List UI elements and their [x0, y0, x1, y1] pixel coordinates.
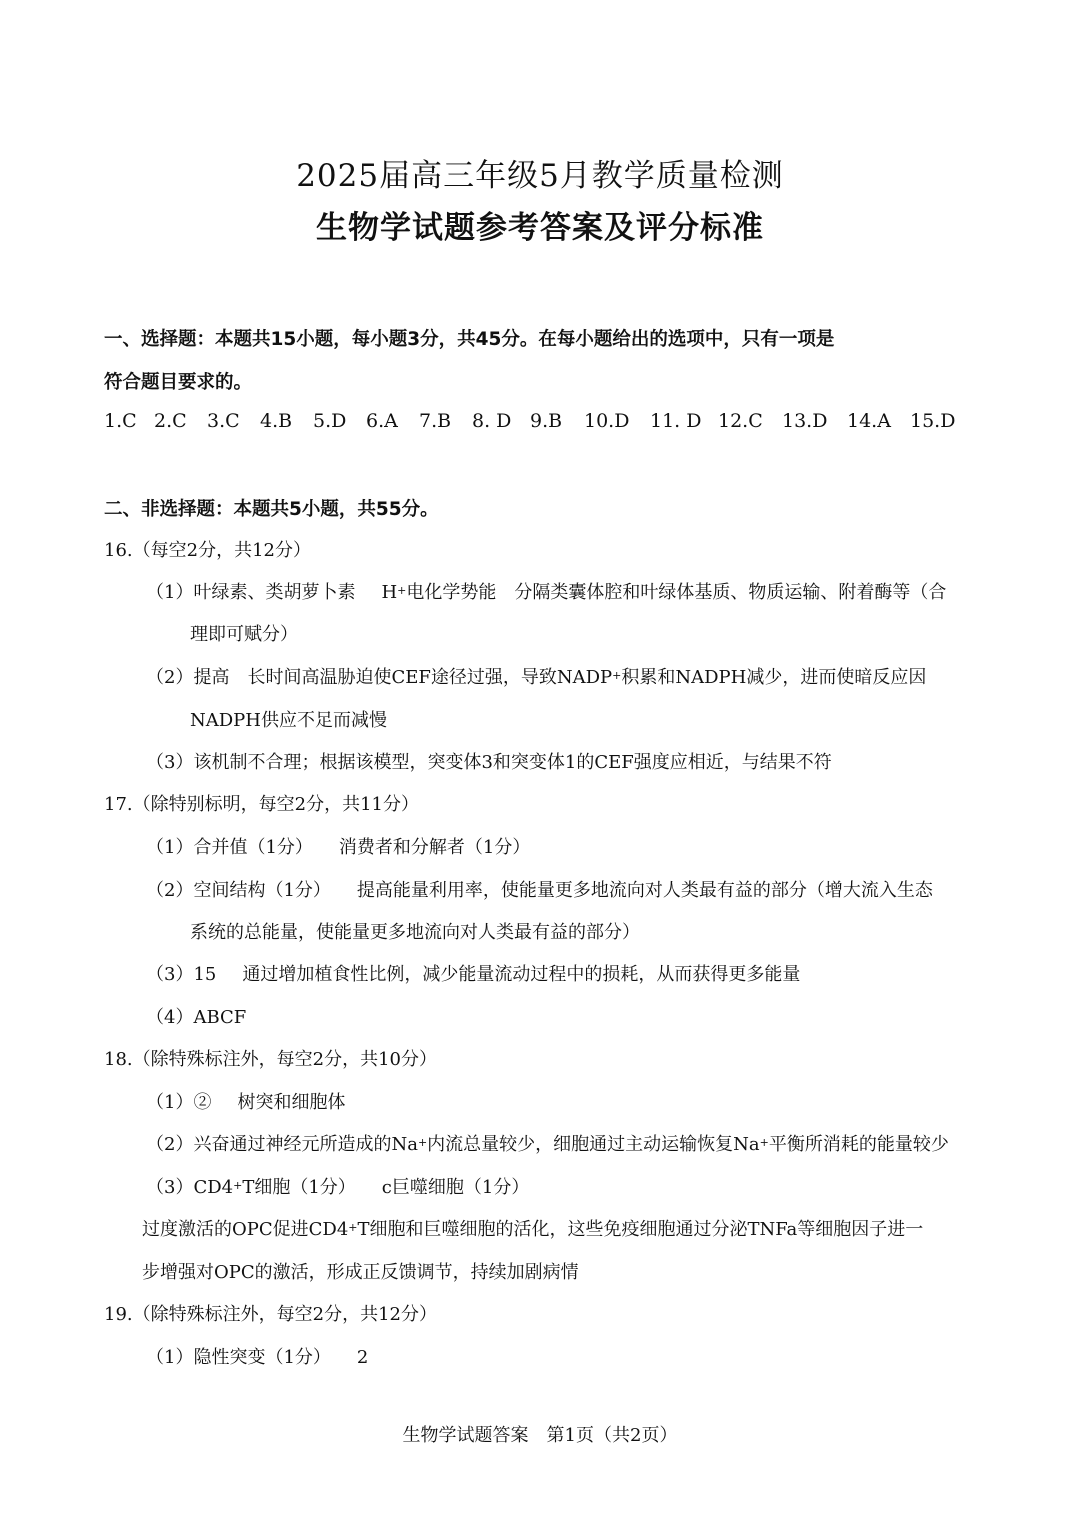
answer-text: 平衡所消耗的能量较少 — [768, 1134, 949, 1155]
answer-text: 分隔类囊体腔和叶绿体基质、物质运输、附着酶等（合 — [514, 582, 947, 603]
part-label: （2） — [146, 1134, 194, 1155]
q16-part2 — [146, 665, 926, 691]
section1-heading — [104, 318, 984, 404]
answer-text: 电化学势能 — [406, 582, 497, 603]
exam-title: 2025届高三年级5月教学质量检测 — [296, 158, 784, 194]
mcq-answer: 2.C — [154, 410, 187, 432]
mcq-answer: 15.D — [910, 410, 956, 432]
part-label: （3） — [146, 964, 194, 985]
mcq-answer-list — [104, 410, 984, 440]
superscript: + — [612, 669, 622, 682]
q19-heading: 19.（除特殊标注外，每空2分，共12分） — [104, 1304, 437, 1325]
q17-part4 — [146, 1005, 246, 1031]
q17-heading: 17.（除特别标明，每空2分，共11分） — [104, 794, 419, 815]
mcq-answer: 3.C — [207, 410, 240, 432]
superscript: + — [397, 584, 407, 597]
q18-part3-explanation — [142, 1217, 923, 1243]
answer-text: 叶绿素、类胡萝卜素 — [193, 582, 356, 603]
part-label: （4） — [146, 1007, 194, 1028]
q16-part2-continued: NADPH供应不足而减慢 — [190, 710, 387, 731]
q19-part1 — [146, 1345, 368, 1371]
mcq-answer: 10.D — [584, 410, 630, 432]
answer-text: T细胞和巨噬细胞的活化，这些免疫细胞通过分泌TNFa等细胞因子进一 — [357, 1219, 924, 1240]
section1-heading-line2: 符合题目要求的。 — [104, 372, 253, 393]
answer-text: 兴奋通过神经元所造成的Na — [193, 1134, 418, 1155]
q18-part1 — [146, 1090, 345, 1116]
q17-part1 — [146, 835, 530, 861]
answer-text: 提高 — [193, 667, 230, 688]
q18-part3 — [146, 1175, 529, 1201]
part-label: （3） — [146, 1177, 194, 1198]
q17-part2-continued: 系统的总能量，使能量更多地流向对人类最有益的部分） — [190, 922, 640, 943]
part-label: （1） — [146, 1092, 194, 1113]
q16-part1 — [146, 580, 946, 606]
q18-part3-explanation-continued: 步增强对OPC的激活，形成正反馈调节，持续加剧病情 — [142, 1262, 579, 1283]
answer-text: 该机制不合理；根据该模型，突变体3和突变体1的CEF强度应相近，与结果不符 — [193, 752, 832, 773]
answer-text: 通过增加植食性比例，减少能量流动过程中的损耗，从而获得更多能量 — [242, 964, 801, 985]
superscript: + — [417, 1136, 428, 1149]
superscript: + — [233, 1179, 243, 1192]
answer-key-title: 生物学试题参考答案及评分标准 — [316, 210, 764, 246]
answer-text: 隐性突变（1分） — [193, 1347, 331, 1368]
answer-text: 积累和NADPH减少，进而使暗反应因 — [621, 667, 927, 688]
q18-heading: 18.（除特殊标注外，每空2分，共10分） — [104, 1049, 437, 1070]
q16-heading: 16.（每空2分，共12分） — [104, 540, 311, 561]
section1-heading-line1: 一、选择题：本题共15小题，每小题3分，共45分。在每小题给出的选项中，只有一项是 — [104, 329, 835, 350]
answer-text: 内流总量较少，细胞通过主动运输恢复Na — [427, 1134, 760, 1155]
answer-text: CD4 — [193, 1177, 234, 1198]
mcq-answer: 5.D — [313, 410, 347, 432]
q18-part2 — [146, 1132, 949, 1158]
q16-part3 — [146, 750, 832, 776]
answer-text: 15 — [193, 964, 217, 985]
answer-text: ② — [193, 1092, 212, 1113]
part-label: （3） — [146, 752, 194, 773]
superscript: + — [348, 1221, 358, 1234]
section2-heading: 二、非选择题：本题共5小题，共55分。 — [104, 499, 439, 520]
answer-text: T细胞（1分） — [242, 1177, 356, 1198]
mcq-answer: 4.B — [260, 410, 293, 432]
answer-text: 过度激活的OPC促进CD4 — [142, 1219, 349, 1240]
mcq-answer: 14.A — [847, 410, 891, 432]
answer-text: 树突和细胞体 — [237, 1092, 346, 1113]
mcq-answer: 6.A — [366, 410, 398, 432]
part-label: （2） — [146, 667, 194, 688]
part-label: （1） — [146, 582, 194, 603]
answer-text: 提高能量利用率，使能量更多地流向对人类最有益的部分（增大流入生态 — [356, 880, 933, 901]
q16-part1-continued: 理即可赋分） — [190, 624, 298, 645]
mcq-answer: 13.D — [782, 410, 828, 432]
answer-text: ABCF — [193, 1007, 247, 1028]
answer-text: 消费者和分解者（1分） — [338, 837, 531, 858]
answer-text: 长时间高温胁迫使CEF途径过强，导致NADP — [247, 667, 613, 688]
part-label: （1） — [146, 837, 194, 858]
q17-part3 — [146, 962, 800, 988]
mcq-answer: 1.C — [104, 410, 137, 432]
mcq-answer: 11. D — [650, 410, 702, 432]
answer-text: 2 — [356, 1347, 369, 1368]
mcq-answer: 9.B — [530, 410, 563, 432]
part-label: （1） — [146, 1347, 194, 1368]
answer-text: 合并值（1分） — [193, 837, 313, 858]
mcq-answer: 7.B — [419, 410, 452, 432]
mcq-answer: 12.C — [718, 410, 763, 432]
page-footer: 生物学试题答案 第1页（共2页） — [402, 1425, 678, 1446]
answer-text: c巨噬细胞（1分） — [381, 1177, 530, 1198]
part-label: （2） — [146, 880, 194, 901]
superscript: + — [759, 1136, 769, 1149]
answer-text: H — [381, 582, 398, 603]
mcq-answer: 8. D — [472, 410, 512, 432]
answer-text: 空间结构（1分） — [193, 880, 331, 901]
q17-part2 — [146, 878, 933, 904]
